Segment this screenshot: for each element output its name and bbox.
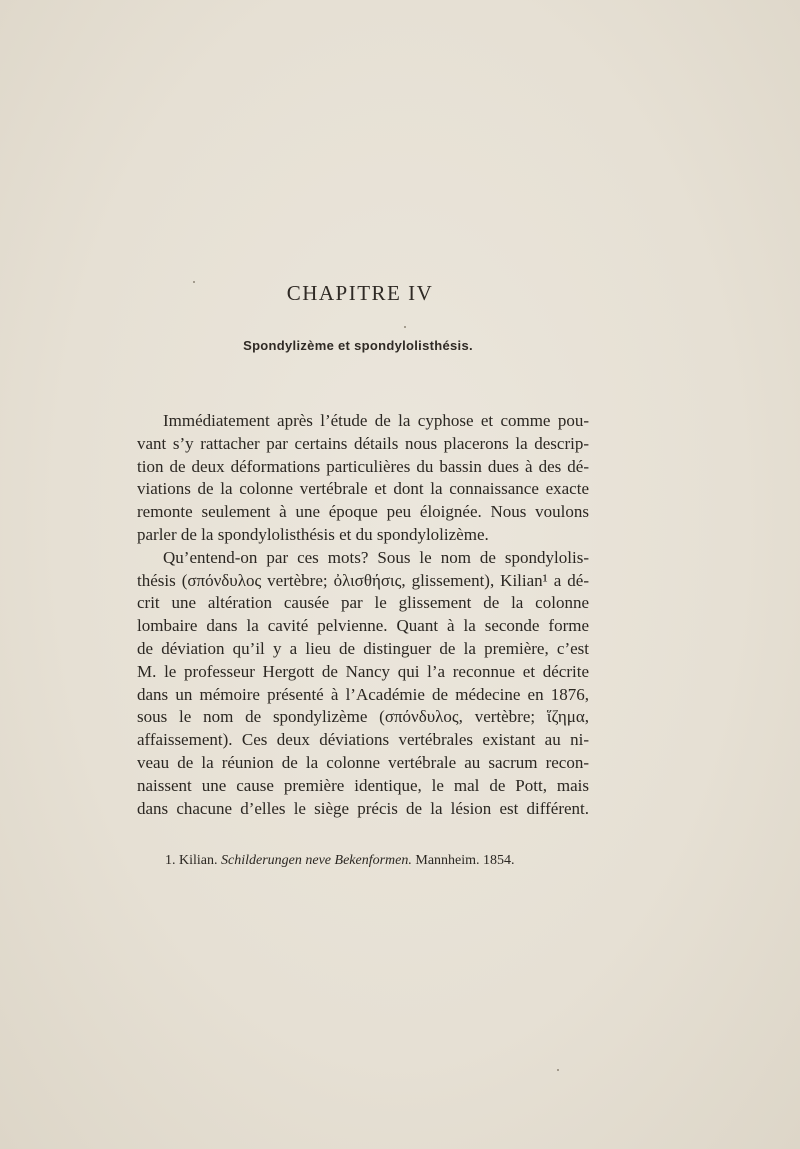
body-line: de déviation qu’il y a lieu de distinguer de la première, c’est xyxy=(137,638,589,658)
chapter-subtitle: Spondylizème et spondylolisthésis. xyxy=(243,338,473,353)
footnote-marker: 1. xyxy=(165,853,176,868)
body-line: remonte seulement à une époque peu éloignée. Nous voulons xyxy=(137,502,589,522)
footnote-title: Schilderungen neve Bekenformen. xyxy=(221,853,412,868)
body-line: sous le nom de spondylizème (σπόνδυλος, vertèbre; ἵζημα, xyxy=(137,707,589,727)
body-line: Qu’entend-on par ces mots? Sous le nom de spondylolis- xyxy=(163,547,589,567)
body-text xyxy=(137,410,589,820)
paper-speck xyxy=(193,281,195,283)
body-line: Immédiatement après l’étude de la cyphose et comme pou- xyxy=(163,411,589,430)
paper-speck xyxy=(404,326,406,328)
body-line: thésis (σπόνδυλος vertèbre; ὀλισθήσις, glissement), Kilian¹ a dé- xyxy=(137,570,589,590)
body-line: lombaire dans la cavité pelvienne. Quant à la seconde forme xyxy=(137,616,589,636)
body-line: veau de la réunion de la colonne vertébrale au sacrum recon- xyxy=(137,752,589,772)
chapter-title: CHAPITRE IV xyxy=(286,281,434,305)
footnote xyxy=(165,853,515,869)
paper-speck xyxy=(557,1069,559,1071)
body-line: dans chacune d’elles le siège précis de la lésion est différent. xyxy=(137,798,589,818)
body-line: viations de la colonne vertébrale et dont la connaissance exacte xyxy=(137,479,589,499)
body-line: dans un mémoire présenté à l’Académie de médecine en 1876, xyxy=(137,684,589,704)
footnote-author: Kilian. xyxy=(179,853,218,868)
body-line: crit une altération causée par le glissement de la colonne xyxy=(137,593,589,613)
body-line: parler de la spondylolisthésis et du spondylolizème. xyxy=(137,524,489,544)
body-line: M. le professeur Hergott de Nancy qui l’a reconnue et décrite xyxy=(137,661,589,681)
body-line: affaissement). Ces deux déviations vertébrales existant au ni- xyxy=(137,730,589,750)
body-line: naissent une cause première identique, le mal de Pott, mais xyxy=(137,775,589,795)
footnote-place-year: Mannheim. 1854. xyxy=(415,853,515,868)
body-line: tion de deux déformations particulières du bassin dues à des dé- xyxy=(137,456,589,476)
body-line: vant s’y rattacher par certains détails nous placerons la descrip- xyxy=(137,433,589,453)
